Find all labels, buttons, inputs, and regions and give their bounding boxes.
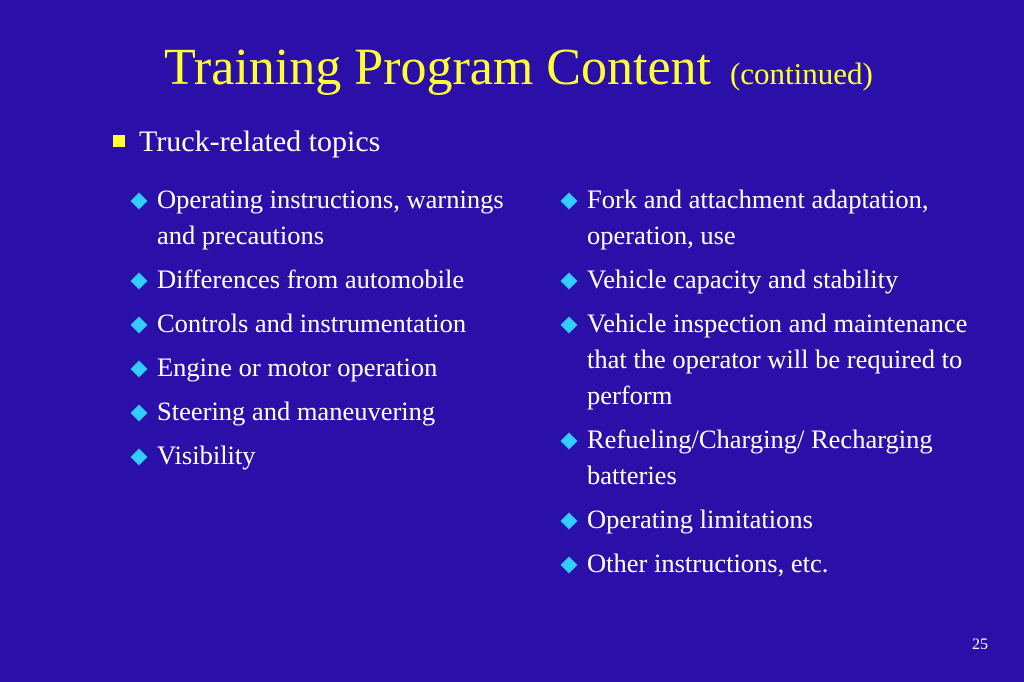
list-item xyxy=(130,305,525,341)
list-item xyxy=(560,261,990,297)
diamond-bullet-icon xyxy=(561,433,578,450)
diamond-bullet-icon xyxy=(131,405,148,422)
list-item xyxy=(560,305,990,413)
diamond-bullet-icon xyxy=(561,273,578,290)
section-heading xyxy=(113,124,380,160)
section-heading-text: Truck-related topics xyxy=(139,125,381,158)
page-number: 25 xyxy=(972,636,988,653)
list-item xyxy=(560,545,990,581)
diamond-bullet-icon xyxy=(561,557,578,574)
list-item xyxy=(130,181,525,253)
diamond-bullet-icon xyxy=(131,317,148,334)
list-item xyxy=(560,421,990,493)
list-item-text: Controls and instrumentation xyxy=(157,308,467,338)
list-item xyxy=(130,349,525,385)
list-item xyxy=(130,393,525,429)
title-text: Training Program Content xyxy=(164,39,711,96)
diamond-bullet-icon xyxy=(561,193,578,210)
diamond-bullet-icon xyxy=(131,449,148,466)
list-item-text: Engine or motor operation xyxy=(157,352,438,382)
left-bullet-list xyxy=(130,181,525,481)
diamond-bullet-icon xyxy=(131,193,148,210)
list-item-text: Visibility xyxy=(157,440,256,470)
slide-title xyxy=(164,38,873,104)
diamond-bullet-icon xyxy=(561,513,578,530)
list-item-text: Other instructions, etc. xyxy=(587,548,829,578)
right-bullet-list xyxy=(560,181,990,589)
list-item-text: Vehicle inspection and maintenance that the operator will be required to perform xyxy=(587,308,968,410)
list-item xyxy=(130,261,525,297)
list-item-text: Differences from automobile xyxy=(157,264,465,294)
list-item-text: Steering and maneuvering xyxy=(157,396,436,426)
list-item-text: Operating limitations xyxy=(587,504,813,534)
list-item-text: Vehicle capacity and stability xyxy=(587,264,899,294)
list-item-text: Fork and attachment adaptation, operation, use xyxy=(587,184,929,250)
list-item xyxy=(130,437,525,473)
list-item-text: Refueling/Charging/ Recharging batteries xyxy=(587,424,933,490)
list-item xyxy=(560,501,990,537)
diamond-bullet-icon xyxy=(131,361,148,378)
diamond-bullet-icon xyxy=(131,273,148,290)
diamond-bullet-icon xyxy=(561,317,578,334)
list-item-text: Operating instructions, warnings and precautions xyxy=(157,184,504,250)
square-bullet-icon xyxy=(113,135,125,147)
title-suffix: (continued) xyxy=(729,56,873,91)
list-item xyxy=(560,181,990,253)
